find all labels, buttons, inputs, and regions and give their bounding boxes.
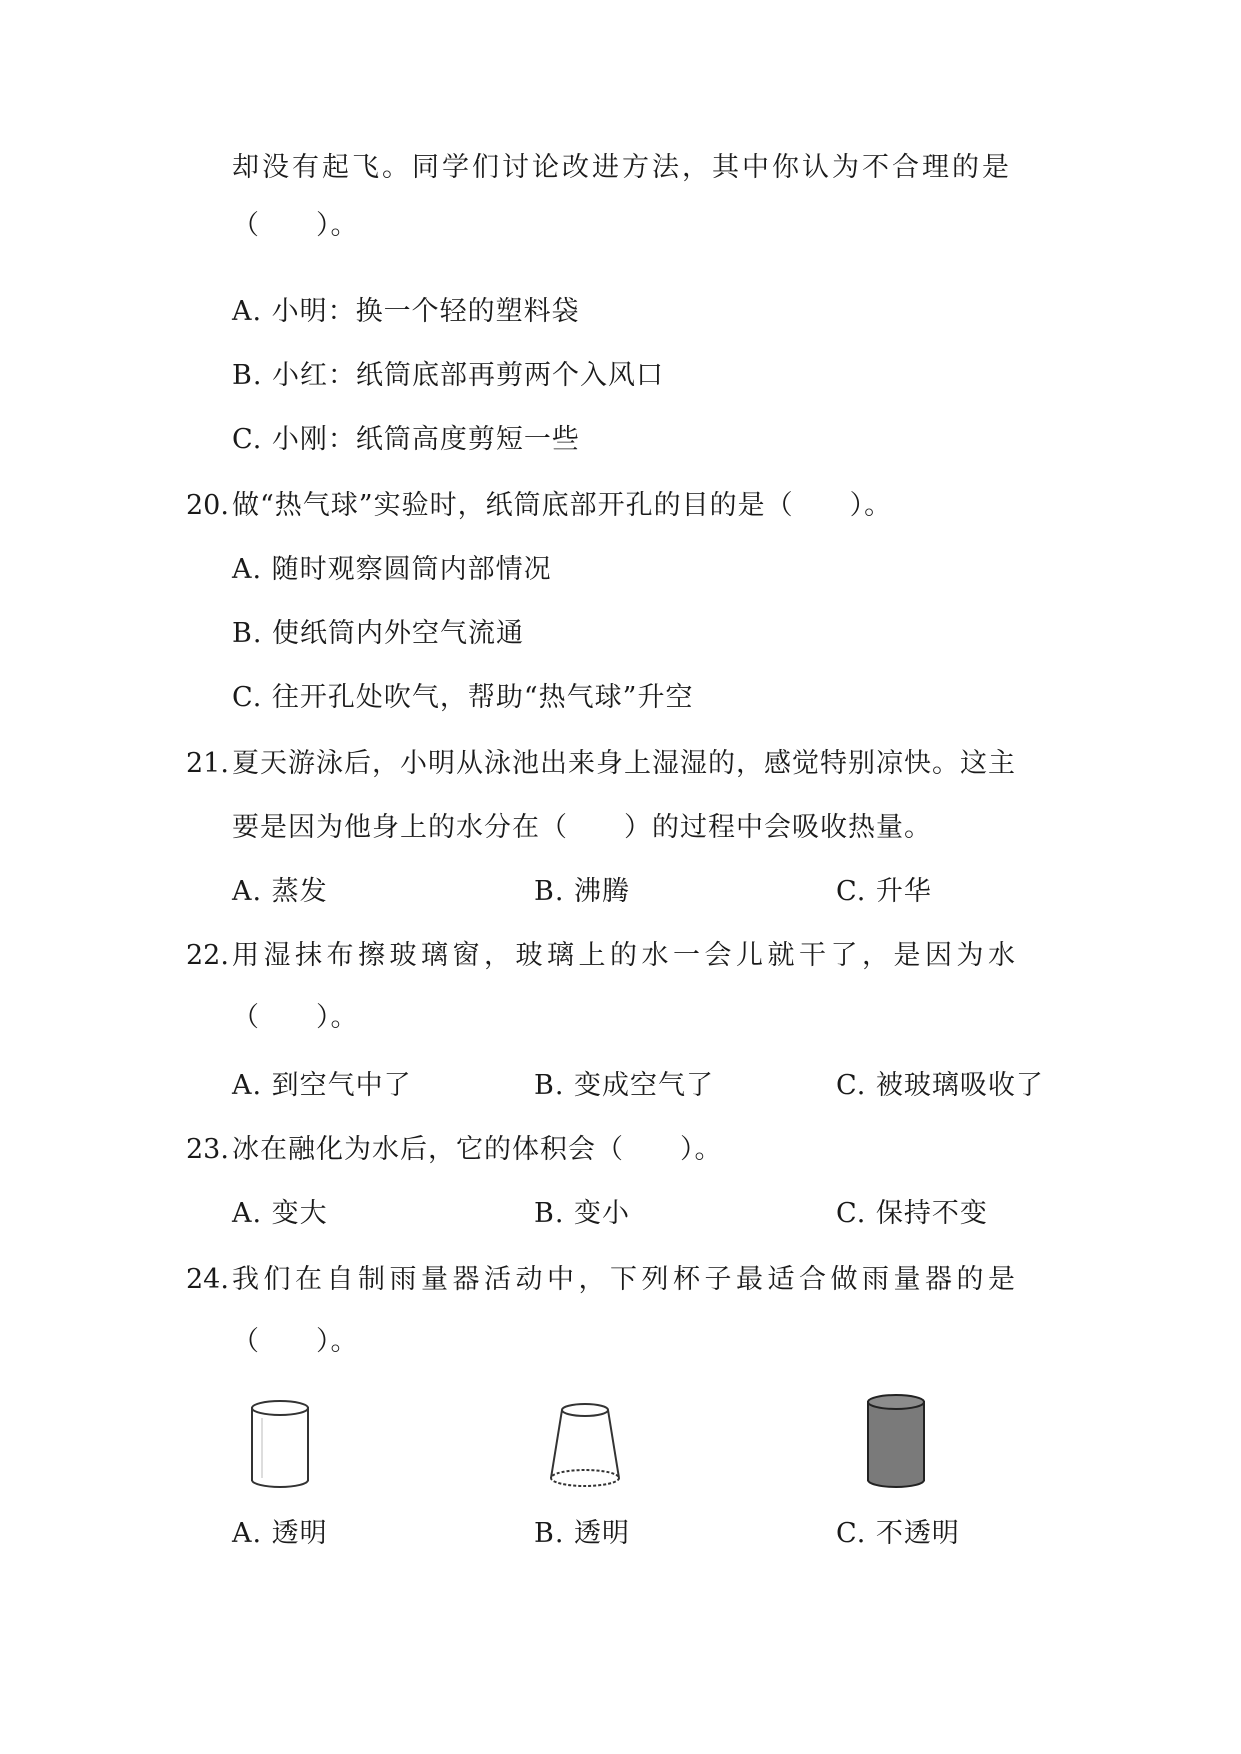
q22-option-a: A. 到空气中了 — [232, 1070, 412, 1101]
q24-number: 24. — [186, 1264, 229, 1295]
q22-option-c: C. 被玻璃吸收了 — [836, 1070, 1044, 1101]
q21-text-line2: 要是因为他身上的水分在（ ）的过程中会吸收热量。 — [232, 812, 932, 843]
q20-option-c: C. 往开孔处吹气，帮助“热气球”升空 — [232, 682, 694, 713]
q23-option-a: A. 变大 — [232, 1198, 328, 1229]
q24-option-b: B. 透明 — [534, 1518, 631, 1549]
q19-option-b: B. 小红：纸筒底部再剪两个入风口 — [232, 360, 665, 391]
q23-option-c: C. 保持不变 — [836, 1198, 988, 1229]
q22-answer-blank: （ ）。 — [232, 1002, 359, 1033]
q19-answer-blank: （ ）。 — [232, 210, 359, 241]
q20-number: 20. — [186, 490, 229, 521]
q22-text-line: 用湿抹布擦玻璃窗，玻璃上的水一会儿就干了，是因为水 — [232, 940, 1020, 971]
q24-text-line: 我们在自制雨量器活动中，下列杯子最适合做雨量器的是 — [232, 1264, 1020, 1295]
q19-option-a: A. 小明：换一个轻的塑料袋 — [232, 296, 580, 327]
q22-number: 22. — [186, 940, 229, 971]
q20-option-a: A. 随时观察圆筒内部情况 — [232, 554, 552, 585]
q21-option-a: A. 蒸发 — [232, 876, 328, 907]
cup-c-image — [864, 1392, 928, 1490]
cup-b-image — [548, 1400, 622, 1492]
cup-a-image — [248, 1398, 312, 1490]
cup-c-rim — [868, 1395, 924, 1409]
q23-text: 冰在融化为水后，它的体积会（ ）。 — [232, 1134, 723, 1165]
cup-a-body — [252, 1408, 308, 1480]
cup-b-bottom — [551, 1470, 619, 1486]
q23-number: 23. — [186, 1134, 229, 1165]
cup-a-rim — [252, 1401, 308, 1415]
q21-option-c: C. 升华 — [836, 876, 932, 907]
cup-c-body — [868, 1402, 924, 1480]
q22-option-b: B. 变成空气了 — [534, 1070, 715, 1101]
q19-text-line: 却没有起飞。同学们讨论改进方法，其中你认为不合理的是 — [232, 152, 1012, 183]
q23-option-b: B. 变小 — [534, 1198, 631, 1229]
q24-option-a: A. 透明 — [232, 1518, 328, 1549]
q21-number: 21. — [186, 748, 229, 779]
q21-option-b: B. 沸腾 — [534, 876, 631, 907]
q21-text-line1: 夏天游泳后，小明从泳池出来身上湿湿的，感觉特别凉快。这主 — [232, 748, 1016, 779]
q24-answer-blank: （ ）。 — [232, 1326, 359, 1357]
q20-text: 做“热气球”实验时，纸筒底部开孔的目的是（ ）。 — [232, 490, 893, 521]
q19-option-c: C. 小刚：纸筒高度剪短一些 — [232, 424, 580, 455]
cup-b-rim — [562, 1404, 608, 1416]
q20-option-b: B. 使纸筒内外空气流通 — [232, 618, 525, 649]
q24-option-c: C. 不透明 — [836, 1518, 960, 1549]
